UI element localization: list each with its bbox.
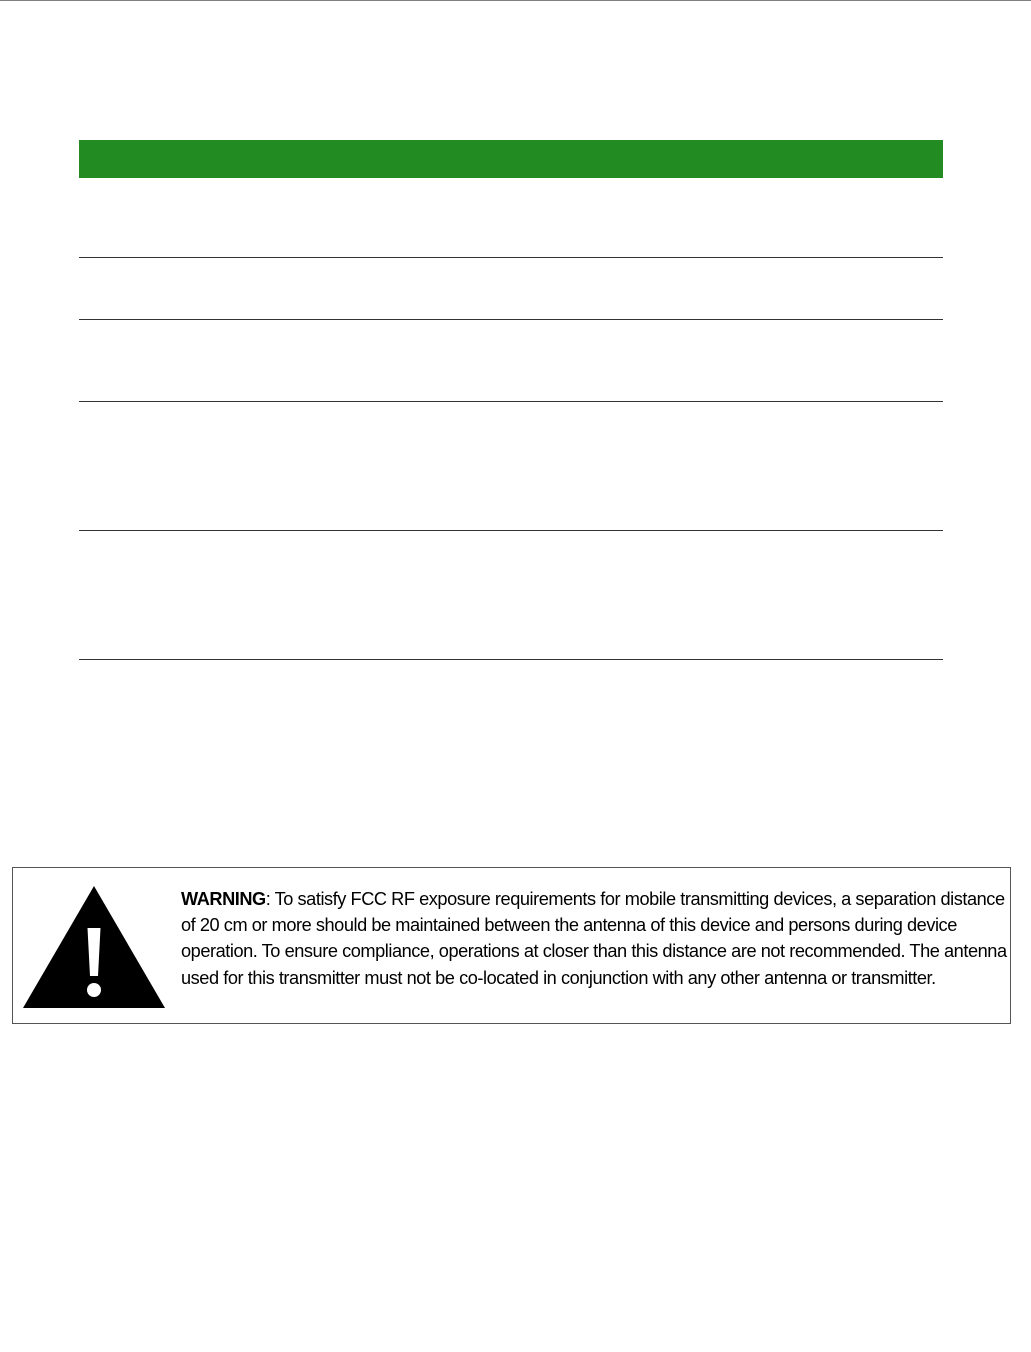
- warning-body: : To satisfy FCC RF exposure requirements for mobile transmitting devices, a separation distance of 20 cm or more should be maintained between the antenna of this device and persons during device operation. To ensure compliance, operations at closer than this distance are not recommended. The antenna used for this transmitter must not be co-located in conjunction with any other antenna or transmitter.: [181, 889, 1007, 988]
- spec-table: [79, 140, 943, 660]
- table-row: [79, 531, 943, 660]
- table-row: [79, 258, 943, 320]
- table-row: [79, 320, 943, 402]
- table-row: [79, 178, 943, 258]
- warning-label: WARNING: [181, 889, 266, 909]
- page-top-rule: [0, 0, 1031, 1]
- warning-triangle-icon: [21, 884, 167, 1010]
- table-header-row: [79, 140, 943, 178]
- warning-box: [12, 867, 1011, 1024]
- table-row: [79, 402, 943, 531]
- warning-text: [181, 886, 1007, 991]
